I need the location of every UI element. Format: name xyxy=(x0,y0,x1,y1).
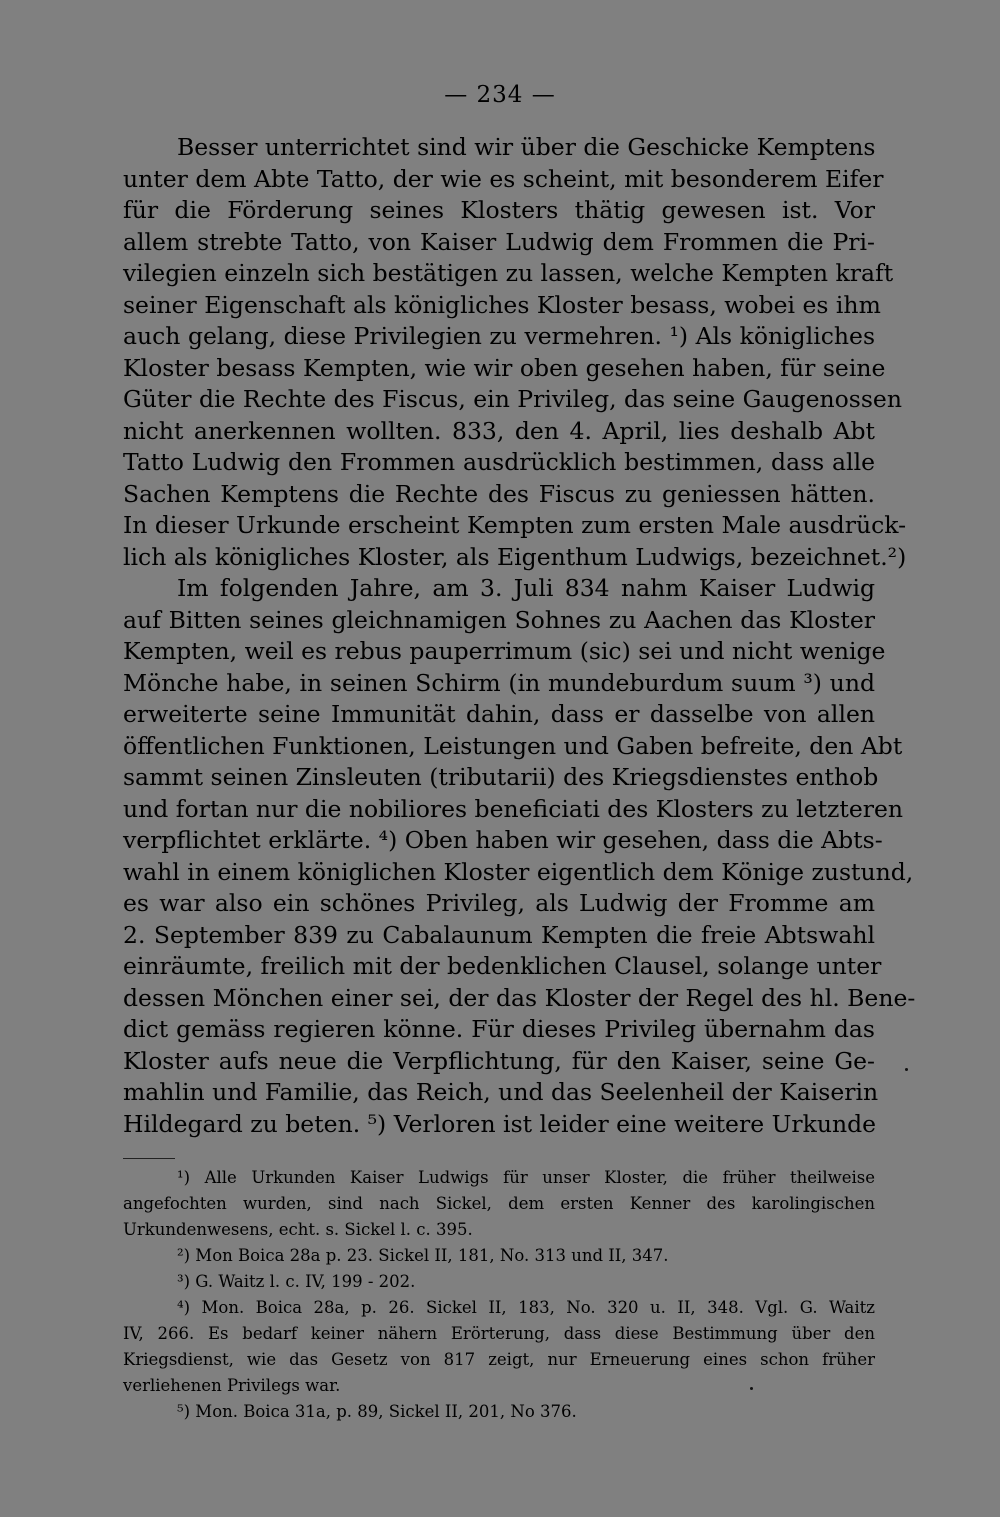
body-line: dessen Mönchen einer sei, der das Kloster der Regel des hl. Bene- xyxy=(123,983,916,1012)
body-line: In dieser Urkunde erscheint Kempten zum ersten Male ausdrück- xyxy=(123,511,907,539)
body-line: 2. September 839 zu Cabalaunum Kempten die freie Abtswahl xyxy=(123,920,875,949)
footnote-line: ³) G. Waitz l. c. IV, 199 - 202. xyxy=(177,1272,416,1291)
body-line: für die Förderung seines Klosters thätig gewesen ist. Vor xyxy=(123,196,875,224)
body-line: mahlin und Familie, das Reich, und das Seelenheil der Kaiserin xyxy=(123,1078,879,1106)
body-line: Sachen Kemptens die Rechte des Fiscus zu geniessen hätten. xyxy=(123,479,875,508)
body-line: Im folgenden Jahre, am 3. Juli 834 nahm Kaiser Ludwig xyxy=(177,574,875,602)
footnote-line: Urkundenwesens, echt. s. Sickel l. c. 395. xyxy=(123,1220,473,1239)
body-line: Hildegard zu beten. ⁵) Verloren ist leider eine weitere Urkunde xyxy=(123,1109,877,1138)
body-line: nicht anerkennen wollten. 833, den 4. April, lies deshalb Abt xyxy=(123,416,875,445)
body-line: dict gemäss regieren könne. Für dieses Privileg übernahm das xyxy=(123,1015,875,1043)
body-line: Kempten, weil es rebus pauperrimum (sic) sei und nicht wenige xyxy=(123,637,886,665)
body-line: erweiterte seine Immunität dahin, dass er dasselbe von allen xyxy=(123,700,875,728)
body-line: auch gelang, diese Privilegien zu vermehren. ¹) Als königliches xyxy=(123,322,875,350)
body-line: seiner Eigenschaft als königliches Kloster besass, wobei es ihm xyxy=(123,290,881,319)
body-line: Besser unterrichtet sind wir über die Geschicke Kemptens xyxy=(177,133,876,161)
footnote-line: ¹) Alle Urkunden Kaiser Ludwigs für unser Kloster, die früher theilweise xyxy=(177,1168,875,1187)
body-line: unter dem Abte Tatto, der wie es scheint, mit besonderem Eifer xyxy=(123,164,884,193)
body-line: öffentlichen Funktionen, Leistungen und Gaben befreite, den Abt xyxy=(123,731,903,760)
footnote-line: ⁴) Mon. Boica 28a, p. 26. Sickel II, 183, No. 320 u. II, 348. Vgl. G. Waitz xyxy=(177,1298,875,1317)
stray-ink-mark xyxy=(905,1068,908,1071)
body-line: lich als königliches Kloster, als Eigenthum Ludwigs, bezeichnet.²) xyxy=(123,542,907,571)
body-line: Kloster besass Kempten, wie wir oben gesehen haben, für seine xyxy=(123,353,886,382)
body-line: Güter die Rechte des Fiscus, ein Privileg, das seine Gaugenossen xyxy=(123,385,902,413)
page-number: — 234 — xyxy=(444,82,556,108)
body-line: Kloster aufs neue die Verpflichtung, für den Kaiser, seine Ge- xyxy=(123,1046,875,1075)
body-line: einräumte, freilich mit der bedenklichen Clausel, solange unter xyxy=(123,952,882,980)
footnote-line: IV, 266. Es bedarf keiner nähern Erörterung, dass diese Bestimmung über den xyxy=(123,1324,875,1343)
footnote-line: Kriegsdienst, wie das Gesetz von 817 zeigt, nur Erneuerung eines schon früher xyxy=(123,1350,875,1369)
body-line: es war also ein schönes Privileg, als Ludwig der Fromme am xyxy=(123,889,875,917)
body-text xyxy=(123,132,916,1140)
footnotes xyxy=(123,1165,875,1425)
body-line: verpflichtet erklärte. ⁴) Oben haben wir gesehen, dass die Abts- xyxy=(123,826,883,854)
footnote-line: verliehenen Privilegs war. xyxy=(123,1376,341,1395)
body-line: auf Bitten seines gleichnamigen Sohnes zu Aachen das Kloster xyxy=(123,605,875,634)
body-line: allem strebte Tatto, von Kaiser Ludwig dem Frommen die Pri- xyxy=(123,227,875,256)
body-line: Mönche habe, in seinen Schirm (in mundeburdum suum ³) und xyxy=(123,668,875,697)
footnote-rule xyxy=(123,1158,175,1159)
body-line: Tatto Ludwig den Frommen ausdrücklich bestimmen, dass alle xyxy=(123,448,875,476)
body-line: und fortan nur die nobiliores beneficiati des Klosters zu letzteren xyxy=(123,794,904,823)
footnote-line: angefochten wurden, sind nach Sickel, dem ersten Kenner des karolingischen xyxy=(123,1194,875,1213)
footnote-line: ²) Mon Boica 28a p. 23. Sickel II, 181, No. 313 und II, 347. xyxy=(177,1246,669,1265)
body-line: vilegien einzeln sich bestätigen zu lassen, welche Kempten kraft xyxy=(123,259,894,287)
stray-ink-mark xyxy=(750,1387,753,1390)
footnote-line: ⁵) Mon. Boica 31a, p. 89, Sickel II, 201, No 376. xyxy=(177,1402,577,1421)
body-line: wahl in einem königlichen Kloster eigentlich dem Könige zustund, xyxy=(123,857,914,886)
body-line: sammt seinen Zinsleuten (tributarii) des Kriegsdienstes enthob xyxy=(123,763,879,791)
